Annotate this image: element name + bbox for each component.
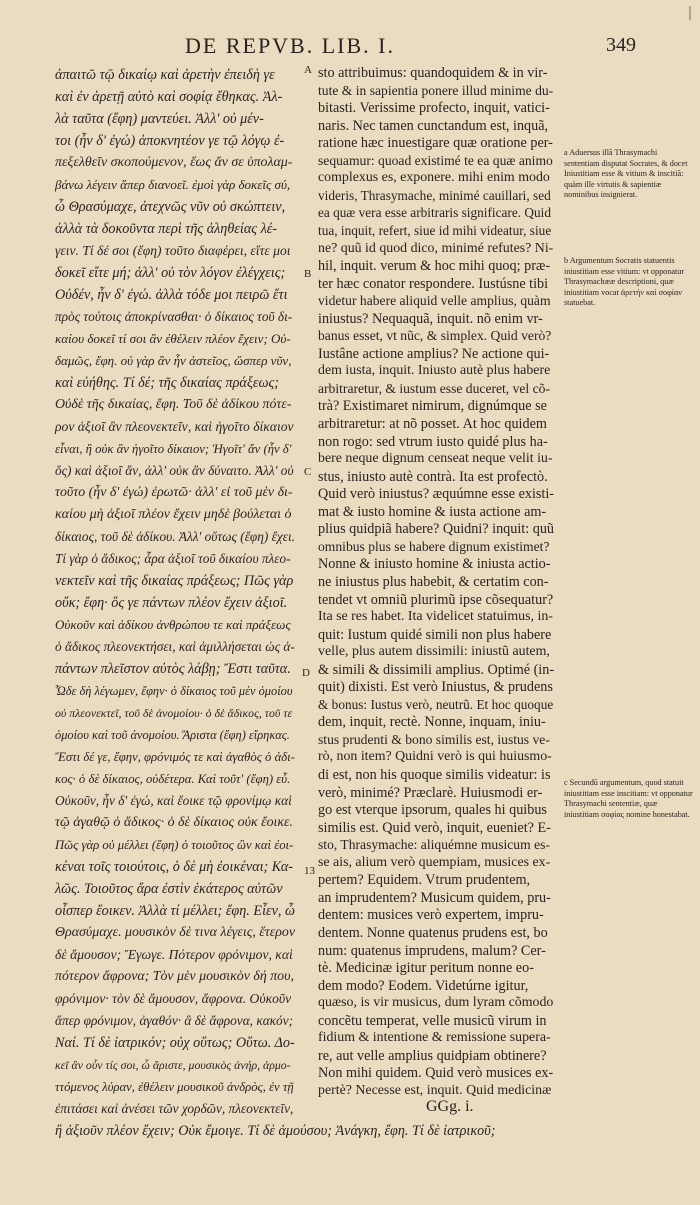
latin-text-line: tua, inquit, refert, siue id mihi videatur, siue bbox=[318, 222, 552, 238]
latin-text-line: plius quidpiã habere? Quidni? inquit: quũ bbox=[318, 521, 555, 538]
greek-text-line: βάνω λέγειν ἅπερ διανοεῖ. ἐμοὶ γὰρ δοκεῖς σύ, bbox=[55, 177, 291, 192]
latin-text-line: dentem. Nonne quatenus prudens est, bo bbox=[318, 924, 548, 941]
latin-text-line: re, aut velle amplius quidpiam obtinere? bbox=[318, 1047, 547, 1064]
latin-text-line: omnibus plus se habere dignum existimet? bbox=[318, 538, 550, 554]
greek-text-line: ὁμοίου καὶ τοῦ ἀνομοίου. Ἄριστα (ἔφη) εἴρηκας. bbox=[55, 728, 290, 742]
latin-text-line: ne iniustus plus habebit, & certatim con- bbox=[318, 573, 549, 590]
latin-text-line: sequamur: quoad existimé te ea quæ animo bbox=[318, 152, 553, 168]
greek-text-line: ἀλλὰ τὰ δοκοῦντα περὶ τῆς ἀληθείας λέ- bbox=[55, 221, 278, 237]
latin-text-line: ea quæ vera esse arbitraris significare. Quid bbox=[318, 205, 551, 221]
latin-text-line: quit: Iustum quidé simili non plus habere bbox=[318, 626, 552, 643]
greek-text-line: καίου μὴ ἀξιοῖ πλέον ἔχειν μηδὲ βούλεται ὁ bbox=[55, 507, 292, 522]
latin-text-line: dem iusta, inquit. Iniusto autè plus habere bbox=[318, 363, 551, 379]
greek-text-line: δίκαιος, τοῦ δὲ ἀδίκου. Ἀλλ' οὕτως (ἔφη) ἔχει. bbox=[55, 529, 295, 544]
greek-text-line: ἢ ἀξιοῦν πλέον ἔχειν; Οὐκ ἔμοιγε. Τί δὲ ἀμούσου; Ἀνάγκη, ἔφη. Τί δὲ ἰατρικοῦ; bbox=[55, 1123, 496, 1139]
greek-text-line: οἷσπερ ἔοικεν. Ἀλλὰ τί μέλλει; ἔφη. Εἶεν, ὦ bbox=[55, 903, 296, 919]
side-note-b: b Argumentum Socratis statuentis iniustitiam esse vitium: vt opponatur Thrasymachææ descriptioni, quæ iniustitiam vocat ἀρετήν καὶ σοφίαν statuebat. bbox=[564, 256, 685, 307]
section-marker-a: A bbox=[304, 64, 312, 76]
greek-text-line: νεκτεῖν καὶ τῆς δικαίας πράξεως; Πῶς γὰρ bbox=[55, 573, 294, 589]
latin-text-line: dem, inquit, rectè. Nonne, inquam, iniu- bbox=[318, 714, 546, 731]
latin-text-line: Non mihi quidem. Quid verò musices ex- bbox=[318, 1065, 554, 1082]
greek-text-line: γειν. Τί δέ σοι (ἔφη) τοῦτο διαφέρει, εἴτε μοι bbox=[55, 243, 291, 258]
greek-text-line: Οὐκοῦν, ἦν δ' ἐγώ, καὶ ἔοικε τῷ φρονίμῳ καὶ bbox=[55, 793, 292, 808]
section-marker-c: C bbox=[304, 466, 312, 478]
latin-text-line: velle, plus autem dissimili: iniustũ autem, bbox=[318, 644, 550, 660]
greek-text-line: τῷ ἀγαθῷ ὁ ἄδικος· ὁ δὲ δίκαιος οὐκ ἔοικε. bbox=[55, 815, 293, 830]
greek-text-line: Ναί. Τί δὲ ἰατρικόν; οὐχ οὕτως; Οὕτω. Δο- bbox=[55, 1035, 295, 1051]
latin-text-line: verò, minimé? Præclarè. Huiusmodi er- bbox=[318, 784, 543, 801]
greek-text-line: οὔκ; ἔφη· ὅς γε πάντων πλέον ἔχειν ἀξιοῖ. bbox=[55, 595, 288, 611]
section-marker-13: 13 bbox=[304, 865, 315, 877]
latin-text-line: tendet vt omniũ plurimũ ipse cõsequatur? bbox=[318, 591, 554, 608]
greek-text-line: τοι (ἦν δ' ἐγώ) ἀποκνητέον γε τῷ λόγῳ ἐ- bbox=[55, 133, 285, 149]
ink-smudge bbox=[689, 6, 691, 20]
greek-text-line: Ἔστι δέ γε, ἔφην, φρόνιμός τε καὶ ἀγαθὸς ὁ ἀδι- bbox=[55, 750, 295, 764]
latin-text-line: bere neque dignum censeat neque velit iu- bbox=[318, 451, 553, 467]
greek-text-line: Ὧδε δὴ λέγωμεν, ἔφην· ὁ δίκαιος τοῦ μὲν ὁμοίου bbox=[55, 684, 293, 698]
greek-text-line: ἅπερ φρόνιμον, ἀγαθόν· ἃ δὲ ἄφρονα, κακόν; bbox=[55, 1013, 294, 1028]
latin-text-line: videris, Thrasymache, minimé cauillari, sed bbox=[318, 187, 551, 203]
latin-text-line: go est vterque ipsorum, quales hi quibus bbox=[318, 802, 547, 819]
latin-text-line: sto attribuimus: quandoquidem & in vir- bbox=[318, 65, 548, 81]
greek-text-line: Οὐδὲ τῆς δικαίας, ἔφη. Τοῦ δὲ ἀδίκου πότε- bbox=[55, 397, 292, 412]
greek-text-line: Οὐκοῦν καὶ ἀδίκου ἀνθρώπου τε καὶ πράξεως bbox=[55, 617, 291, 632]
latin-text-line: non rogo: sed vtrum iusto quidé plus ha- bbox=[318, 433, 548, 450]
greek-text-line: δὲ ἄμουσον; Ἔγωγε. Πότερον φρόνιμον, καὶ bbox=[55, 947, 293, 962]
latin-text-line: pertem? Equidem. Vtrum prudentem, bbox=[318, 872, 531, 889]
greek-text-line: κεῖ ἂν οὖν τίς σοι, ὦ ἄριστε, μουσικὸς ἀνήρ, ἁρμο- bbox=[55, 1058, 291, 1072]
greek-text-line: Πῶς γὰρ οὐ μέλλει (ἔφη) ὁ τοιοῦτος ὢν καὶ ἐοι- bbox=[55, 838, 294, 852]
latin-text-line: num: quatenus imprudens, malum? Cer- bbox=[318, 942, 546, 959]
latin-text-line: mat & iusto homine & iusta actione am- bbox=[318, 503, 547, 520]
greek-text-line: λὰ ταῦτα (ἔφη) μαντεύει. Ἀλλ' οὐ μέν- bbox=[55, 111, 264, 127]
section-marker-b: B bbox=[304, 268, 312, 280]
latin-text-line: videtur habere aliquid velle amplius, quàm bbox=[318, 293, 551, 309]
latin-text-line: tute & in sapientia ponere illud minime du- bbox=[318, 82, 554, 98]
latin-text-line: naris. Nec tamen cunctandum est, inquã, bbox=[318, 117, 549, 134]
latin-text-line: tè. Medicinæ igitur peritum nonne eo- bbox=[318, 960, 534, 977]
latin-text-line: arbitraretur, & iustum esse duceret, vel cõ- bbox=[318, 380, 550, 396]
greek-text-line: κος· ὁ δὲ δίκαιος, οὐδέτερα. Καὶ τοῦτ' (ἔφη) εὖ. bbox=[55, 772, 291, 786]
greek-text-line: τοῦτο (ἦν δ' ἐγώ) ἐρωτῶ· ἀλλ' εἰ τοῦ μὲν δι- bbox=[55, 485, 293, 500]
latin-text-line: se ais, alium verò quempiam, musices ex- bbox=[318, 854, 551, 870]
latin-text-line: sto, Thrasymache: aliquémne musicum es- bbox=[318, 837, 550, 853]
greek-text-line: ὦ Θρασύμαχε, ἀτεχνῶς νῦν οὐ σκώπτειν, bbox=[55, 199, 286, 215]
latin-text-line: an imprudentem? Musicum quidem, pru- bbox=[318, 889, 551, 906]
greek-text-line: ἐπιτάσει καὶ ἀνέσει τῶν χορδῶν, πλεονεκτεῖν, bbox=[55, 1101, 294, 1116]
latin-text-line: hil, inquit. verum & hoc mihi quoq; præ- bbox=[318, 258, 551, 275]
greek-text-line: δοκεῖ εἴτε μή; ἀλλ' οὐ τὸν λόγον ἐλέγχεις; bbox=[55, 265, 286, 281]
latin-text-line: ter hæc conator respondere. Iustúsne tibi bbox=[318, 275, 549, 292]
greek-text-line: φρόνιμον· τὸν δὲ ἄμουσον, ἄφρονα. Οὐκοῦν bbox=[55, 991, 292, 1006]
latin-text-line: quit) dixisti. Est verò Iniustus, & prudens bbox=[318, 679, 553, 696]
greek-text-line: καὶ εὐήθης. Τί δέ; τῆς δικαίας πράξεως; bbox=[55, 375, 280, 391]
latin-text-line: stus prudenti & bono similis est, iustus ve- bbox=[318, 731, 550, 747]
latin-text-line: ne? quũ id quod dico, minimé refutes? Ni- bbox=[318, 240, 554, 256]
greek-text-line: Οὐδέν, ἦν δ' ἐγώ. ἀλλὰ τόδε μοι πειρῶ ἔτι bbox=[55, 287, 288, 303]
side-note-a: a Aduersus illã Thrasymachi sententiam disputat Socrates, & docet Iniustitiam esse & vitium & inscitiã: quàm ille virtutis & sapientiæ nominibus insignierat. bbox=[564, 148, 688, 199]
latin-text-line: rò, non item? Quidni verò is qui huiusmo- bbox=[318, 749, 552, 765]
greek-text-line: Θρασύμαχε. μουσικὸν δὲ τινα λέγεις, ἕτερον bbox=[55, 925, 296, 940]
greek-text-line: καὶ ἐν ἀρετῇ αὐτὸ καὶ σοφίᾳ ἔθηκας. Ἀλ- bbox=[55, 89, 283, 105]
latin-text-line: dem modo? Eodem. Videtúrne igitur, bbox=[318, 977, 529, 994]
latin-text-line: trà? Existimaret nimirum, dignúmque se bbox=[318, 398, 547, 415]
latin-text-line: & simili & dissimili amplius. Optimé (in- bbox=[318, 661, 555, 678]
signature-mark: GGg. i. bbox=[426, 1098, 474, 1115]
latin-text-line: Nonne & iniusto homine & iniusta actio- bbox=[318, 556, 551, 573]
latin-text-line: & bonus: Iustus verò, neutrũ. Et hoc quoque bbox=[318, 696, 554, 712]
greek-text-line: πότερον ἄφρονα; Τὸν μὲν μουσικὸν δή που, bbox=[55, 969, 294, 984]
side-note-c: c Secundũ argumentum, quod statuit iniustitiam esse inscitiam: vt opponatur Thrasymachi sententiæ, quæ iniustitiam σοφίας nomine honestabat. bbox=[564, 778, 693, 819]
latin-text-line: concẽtu temperat, velle musicũ virum in bbox=[318, 1012, 547, 1029]
latin-text-line: stus, iniusto autè contrà. Ita est profectò. bbox=[318, 468, 548, 485]
latin-text-line: Ita se res habet. Ita videlicet statuimus, in- bbox=[318, 609, 553, 625]
latin-text-line: quæso, is vir musicus, dum lyram cõmodo bbox=[318, 995, 554, 1011]
latin-text-line: ratione hæc inuestigare quæ oratione per- bbox=[318, 135, 553, 152]
running-title: DE REPVB. LIB. I. bbox=[185, 33, 395, 58]
greek-text-line: κέναι τοῖς τοιούτοις, ὁ δὲ μὴ ἐοικέναι; Κα- bbox=[55, 859, 294, 875]
greek-text-line: πάντων πλεῖστον αὐτὸς λάβῃ; Ἔστι ταῦτα. bbox=[55, 661, 291, 677]
latin-text-line: dentem: musices verò expertem, impru- bbox=[318, 907, 544, 924]
greek-text-line: ττόμενος λύραν, ἐθέλειν μουσικοῦ ἀνδρὸς, ἐν τῇ bbox=[55, 1080, 294, 1094]
latin-text-line: Quid verò iniustus? æquúmne esse existi- bbox=[318, 486, 555, 503]
latin-text-line: di est, non his quoque similis videatur: is bbox=[318, 767, 551, 783]
greek-text-line: καίου δοκεῖ τί σοι ἂν ἐθέλειν πλέον ἔχειν; Οὐ- bbox=[55, 331, 291, 346]
latin-text-line: banus esset, vt nũc, & simplex. Quid verò? bbox=[318, 328, 552, 344]
greek-text-line: ὁ ἄδικος πλεονεκτήσει, καὶ ἁμιλλήσεται ὡς ἁ- bbox=[55, 639, 295, 654]
greek-text-line: λῶς. Τοιοῦτος ἄρα ἐστὶν ἑκάτερος αὐτῶν bbox=[55, 881, 283, 897]
greek-text-line: πεξελθεῖν σκοπούμενον, ἕως ἄν σε ὑπολαμ- bbox=[55, 155, 293, 170]
greek-text-line: δαμῶς, ἔφη. οὐ γὰρ ἂν ἦν ἀστεῖος, ὥσπερ νῦν, bbox=[55, 353, 292, 368]
greek-text-line: πρὸς τούτοις ἀποκρίνασθαι· ὁ δίκαιος τοῦ δι- bbox=[55, 309, 293, 324]
page-number: 349 bbox=[606, 34, 636, 56]
latin-text-line: pertè? Necesse est, inquit. Quid medicinæ bbox=[318, 1082, 552, 1098]
latin-text-line: Iustâne actione amplius? Ne actione qui- bbox=[318, 345, 550, 362]
greek-text-line: Τί γὰρ ὁ ἄδικος; ἆρα ἀξιοῖ τοῦ δικαίου πλεο- bbox=[55, 551, 291, 566]
greek-text-line: εἶναι, ἢ οὐκ ἂν ἡγοῖτο δίκαιον; Ἡγοῖτ' ἄν (ἦν δ' bbox=[55, 442, 292, 456]
latin-text-line: iniustus? Nequaquã, inquit. nõ enim vr- bbox=[318, 310, 543, 327]
section-marker-d: D bbox=[302, 667, 310, 679]
greek-text-line: ὅς) καὶ ἀξιοῖ ἄν, ἀλλ' οὐκ ἂν δύναιτο. Ἀλλ' οὐ bbox=[55, 463, 294, 478]
latin-text-line: fidium & intentione & remissione supera- bbox=[318, 1030, 551, 1046]
latin-text-line: bitasti. Verissime profecto, inquit, vatici- bbox=[318, 100, 550, 117]
greek-text-line: ἀπαιτῶ τῷ δικαίῳ καὶ ἀρετὴν ἐπειδὴ γε bbox=[55, 67, 275, 83]
latin-text-line: arbitraretur: at nõ posset. At hoc quidem bbox=[318, 416, 547, 432]
latin-text-line: similis est. Quid verò, inquit, eueniet? E- bbox=[318, 819, 551, 836]
greek-text-line: ρον ἀξιοῖ ἂν πλεονεκτεῖν, καὶ ἡγοῖτο δίκαιον bbox=[55, 419, 294, 434]
greek-text-line: οὐ πλεονεκτεῖ, τοῦ δὲ ἀνομοίου· ὁ δὲ ἄδικος, τοῦ τε bbox=[55, 706, 293, 720]
latin-text-line: complexus es, exponere. mihi enim modo bbox=[318, 170, 550, 186]
